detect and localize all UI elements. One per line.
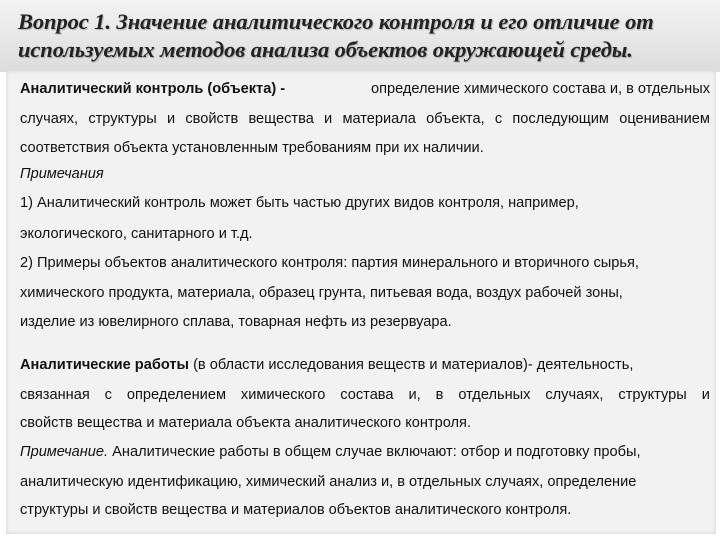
definition-1-line-2-word: и: [166, 111, 176, 127]
definition-2-line-2-word: и,: [408, 387, 421, 403]
definition-1-line-2-word: с: [494, 111, 503, 127]
definition-1-line-2-word: материала: [342, 111, 416, 127]
note-label: Примечание.: [20, 444, 109, 460]
note-2-cont: химического продукта, материала, образец грунта, питьевая вода, воздух рабочей зоны,: [20, 285, 623, 301]
note-1-cont: экологического, санитарного и т.д.: [20, 226, 253, 242]
slide-title: [18, 8, 710, 64]
definition-2-line-1: [20, 356, 710, 374]
notes-label: Примечания: [20, 166, 104, 182]
definition-2-line-2-word: химического: [240, 387, 326, 403]
definition-1-line-2-word: случаях,: [20, 111, 79, 127]
definition-1-line-2-word: свойств: [185, 111, 239, 127]
note-block-2-cont-2: структуры и свойств вещества и материалов объектов аналитического контроля.: [20, 502, 572, 518]
definition-1-text: определение химического состава и, в отдельных: [370, 81, 710, 97]
definition-2-line-2-word: структуры: [618, 387, 687, 403]
definition-2-line-3: свойств вещества и материала объекта аналитического контроля.: [20, 415, 472, 431]
title-line-2: используемых методов анализа объектов окружающей среды.: [18, 37, 633, 62]
definition-2-line-2-word: с: [104, 387, 112, 403]
definition-1-line-2-word: вещества: [248, 111, 314, 127]
definition-2-term: Аналитические работы: [20, 357, 189, 373]
note-block-2: [20, 443, 710, 461]
definition-2-line-2-word: связанная: [20, 387, 90, 403]
definition-2-line-2-word: состава: [340, 387, 394, 403]
note-2-cont-2: изделие из ювелирного сплава, товарная нефть из резервуара.: [20, 314, 452, 330]
definition-1-term: Аналитический контроль (объекта) -: [20, 81, 286, 97]
definition-2-line-2-word: определением: [126, 387, 226, 403]
definition-1-line-2-word: и: [324, 111, 333, 127]
definition-1-line-2-word: последующим: [512, 111, 609, 127]
definition-2-line-2-word: и: [701, 387, 710, 403]
definition-1-line-2-word: объекта,: [426, 111, 485, 127]
note-2: 2) Примеры объектов аналитического контроля: партия минерального и вторичного сырья,: [20, 255, 639, 271]
title-line-1: Вопрос 1. Значение аналитического контроля и его отличие от: [18, 9, 654, 34]
definition-2-line-2-word: случаях,: [545, 387, 604, 403]
note-block-2-cont: аналитическую идентификацию, химический анализ и, в отдельных случаях, определение: [20, 474, 637, 490]
title-bar: [0, 0, 720, 72]
definition-2-line-2-word: отдельных: [458, 387, 531, 403]
definition-2-line-2: [20, 386, 710, 404]
note-1: 1) Аналитический контроль может быть частью других видов контроля, например,: [20, 195, 579, 211]
definition-1-line-3: соответствия объекта установленным требованиям при их наличии.: [20, 140, 484, 156]
definition-1-line-2: [20, 110, 710, 128]
definition-2-line-2-word: в: [435, 387, 444, 403]
definition-1-line-2-word: оцениванием: [619, 111, 710, 127]
note-text: Аналитические работы в общем случае включают: отбор и подготовку пробы,: [112, 444, 641, 460]
definition-1-line-1: [20, 80, 710, 98]
definition-2-text: (в области исследования веществ и материалов)- деятельность,: [193, 357, 634, 373]
definition-1-line-2-word: структуры: [88, 111, 157, 127]
